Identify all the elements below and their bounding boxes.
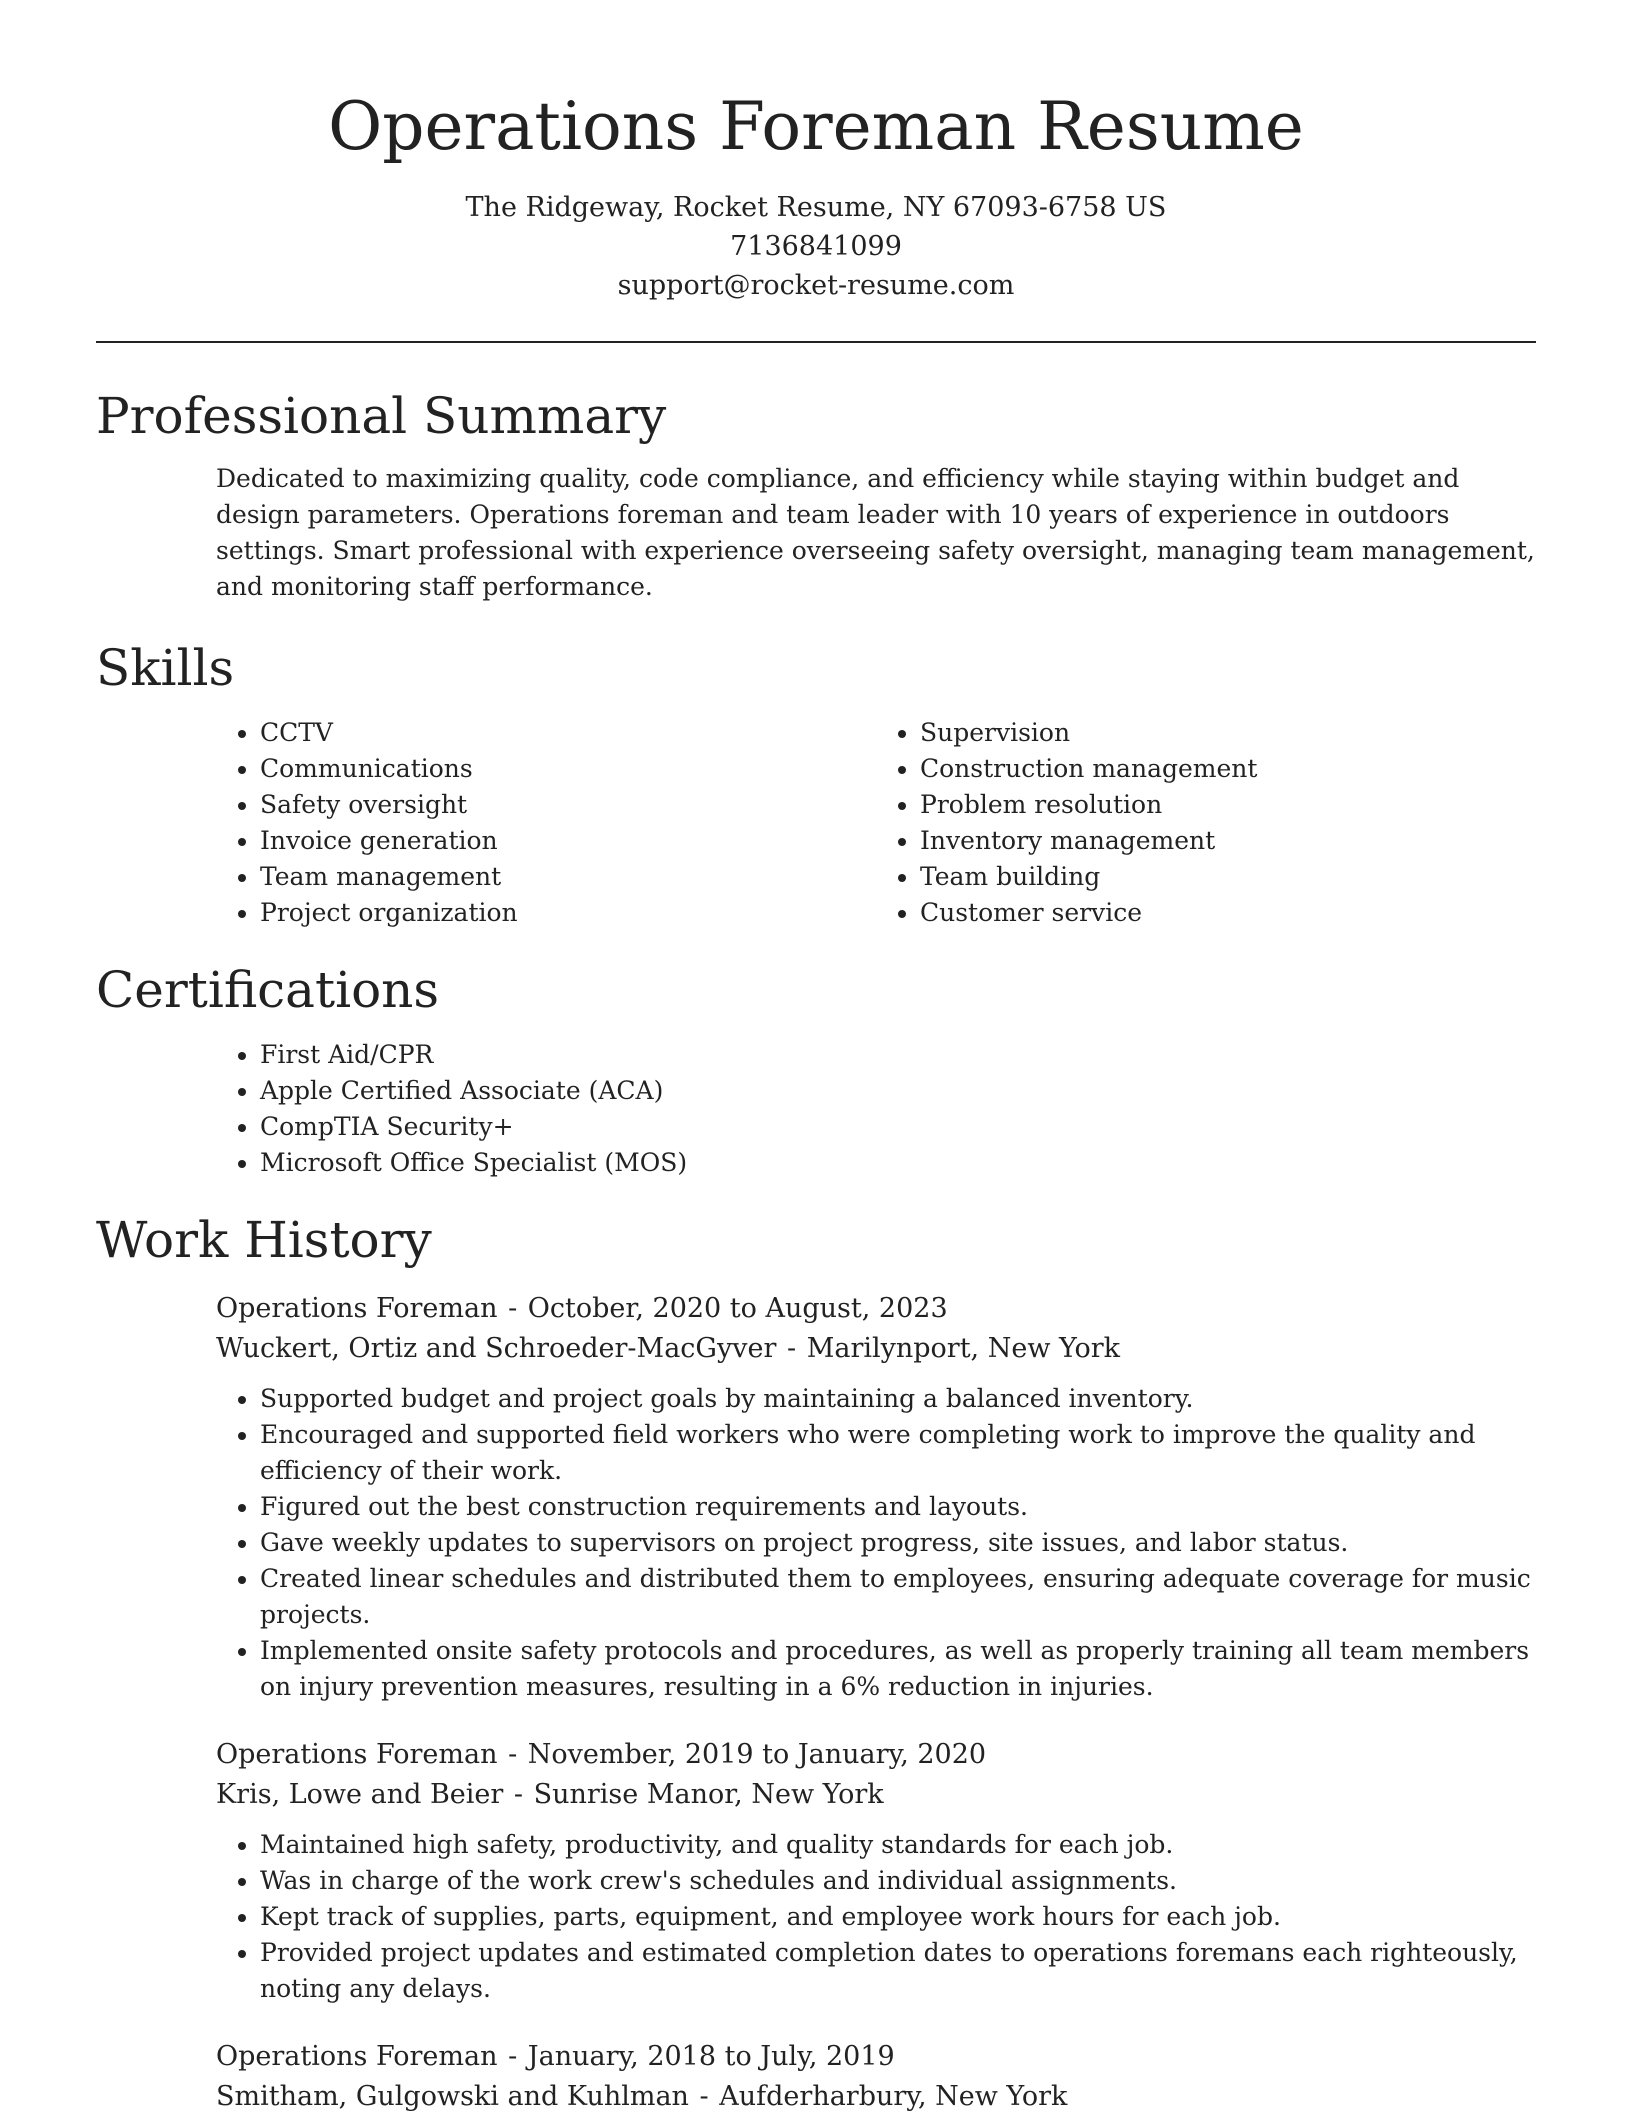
job-company: Smitham, Gulgowski and Kuhlman (216, 2081, 689, 2112)
job-bullet: • Supported budget and project goals by maintaining a balanced inventory. (260, 1381, 1536, 1417)
job-title-line (216, 2037, 1536, 2077)
header-divider (96, 341, 1536, 343)
job-company-line (216, 1329, 1536, 1369)
job-bullet: • Provided project updates and estimated completion dates to operations foremans each righteously, noting any delays. (260, 1935, 1536, 2007)
skill-item: • Problem resolution (920, 787, 1536, 823)
job-bullet: • Figured out the best construction requirements and layouts. (260, 1489, 1536, 1525)
job-bullet: • Gave weekly updates to supervisors on project progress, site issues, and labor status. (260, 1525, 1536, 1561)
job-company-line (216, 1775, 1536, 1815)
certification-item: • Apple Certified Associate (ACA) (260, 1073, 1536, 1109)
job-dates: January, 2018 to July, 2019 (527, 2041, 895, 2072)
skills-section (96, 633, 1536, 931)
skills-column-left (216, 715, 876, 931)
job-bullet-list (216, 1827, 1536, 2007)
contact-info (96, 188, 1536, 305)
summary-text: Dedicated to maximizing quality, code compliance, and efficiency while staying within budget and design parameters. Operations foreman and team leader with 10 years of experience in outdoors settings. Smart professional with experience overseeing safety oversight, managing team management, and monitoring staff performance. (216, 464, 1535, 601)
job-bullet: • Implemented onsite safety protocols and procedures, as well as properly training all team members on injury prevention measures, resulting in a 6% reduction in injuries. (260, 1633, 1536, 1705)
skill-item: • Invoice generation (260, 823, 876, 859)
certification-item: • Microsoft Office Specialist (MOS) (260, 1145, 1536, 1181)
job-title: Operations Foreman (216, 1739, 498, 1770)
skill-item: • Team management (260, 859, 876, 895)
skill-item: • Project organization (260, 895, 876, 931)
job-bullet: • Encouraged and supported field workers who were completing work to improve the quality and efficiency of their work. (260, 1417, 1536, 1489)
certification-item: • First Aid/CPR (260, 1037, 1536, 1073)
skill-item: • Customer service (920, 895, 1536, 931)
skill-item: • Supervision (920, 715, 1536, 751)
skills-grid (216, 715, 1536, 931)
separator: - (699, 2081, 709, 2112)
summary-section (96, 381, 1536, 605)
skills-column-right (876, 715, 1536, 931)
contact-address: The Ridgeway, Rocket Resume, NY 67093-6758 US (465, 192, 1167, 223)
skill-item: • Safety oversight (260, 787, 876, 823)
job-location: Sunrise Manor, New York (533, 1779, 884, 1810)
job-company: Wuckert, Ortiz and Schroeder-MacGyver (216, 1333, 777, 1364)
separator: - (508, 1739, 518, 1770)
job-bullet: • Created linear schedules and distributed them to employees, ensuring adequate coverage for music projects. (260, 1561, 1536, 1633)
job-company: Kris, Lowe and Beier (216, 1779, 504, 1810)
contact-phone: 7136841099 (730, 231, 902, 262)
resume-page (96, 0, 1536, 2117)
job-bullet: • Maintained high safety, productivity, and quality standards for each job. (260, 1827, 1536, 1863)
job-location: Marilynport, New York (806, 1333, 1121, 1364)
resume-header (96, 0, 1536, 305)
job-title-line (216, 1289, 1536, 1329)
skill-item: • Construction management (920, 751, 1536, 787)
job-bullet: • Kept track of supplies, parts, equipment, and employee work hours for each job. (260, 1899, 1536, 1935)
contact-email: support@rocket-resume.com (617, 270, 1015, 301)
skill-item: • Inventory management (920, 823, 1536, 859)
skill-item: • CCTV (260, 715, 876, 751)
job-location: Aufderharbury, New York (719, 2081, 1068, 2112)
job-bullet-list (216, 1381, 1536, 1705)
certifications-heading: Certifications (96, 961, 440, 1019)
summary-heading: Professional Summary (96, 387, 667, 445)
job-title-line (216, 1735, 1536, 1775)
separator: - (786, 1333, 797, 1364)
skill-item: • Team building (920, 859, 1536, 895)
job-title: Operations Foreman (216, 1293, 498, 1324)
job-dates: October, 2020 to August, 2023 (527, 1293, 948, 1324)
job-dates: November, 2019 to January, 2020 (527, 1739, 987, 1770)
job-entry (216, 1735, 1536, 2007)
resume-title: Operations Foreman Resume (328, 88, 1304, 165)
separator: - (508, 2041, 518, 2072)
job-title: Operations Foreman (216, 2041, 498, 2072)
certifications-list (216, 1037, 1536, 1181)
job-entry (216, 2037, 1536, 2117)
separator: - (508, 1293, 518, 1324)
skill-item: • Communications (260, 751, 876, 787)
work-history-heading: Work History (96, 1211, 432, 1269)
work-history-section (96, 1205, 1536, 2117)
certifications-section (96, 955, 1536, 1181)
certification-item: • CompTIA Security+ (260, 1109, 1536, 1145)
separator: - (513, 1779, 524, 1810)
job-bullet: • Was in charge of the work crew's schedules and individual assignments. (260, 1863, 1536, 1899)
job-entry (216, 1289, 1536, 1705)
skills-heading: Skills (96, 639, 235, 697)
job-company-line (216, 2077, 1536, 2117)
